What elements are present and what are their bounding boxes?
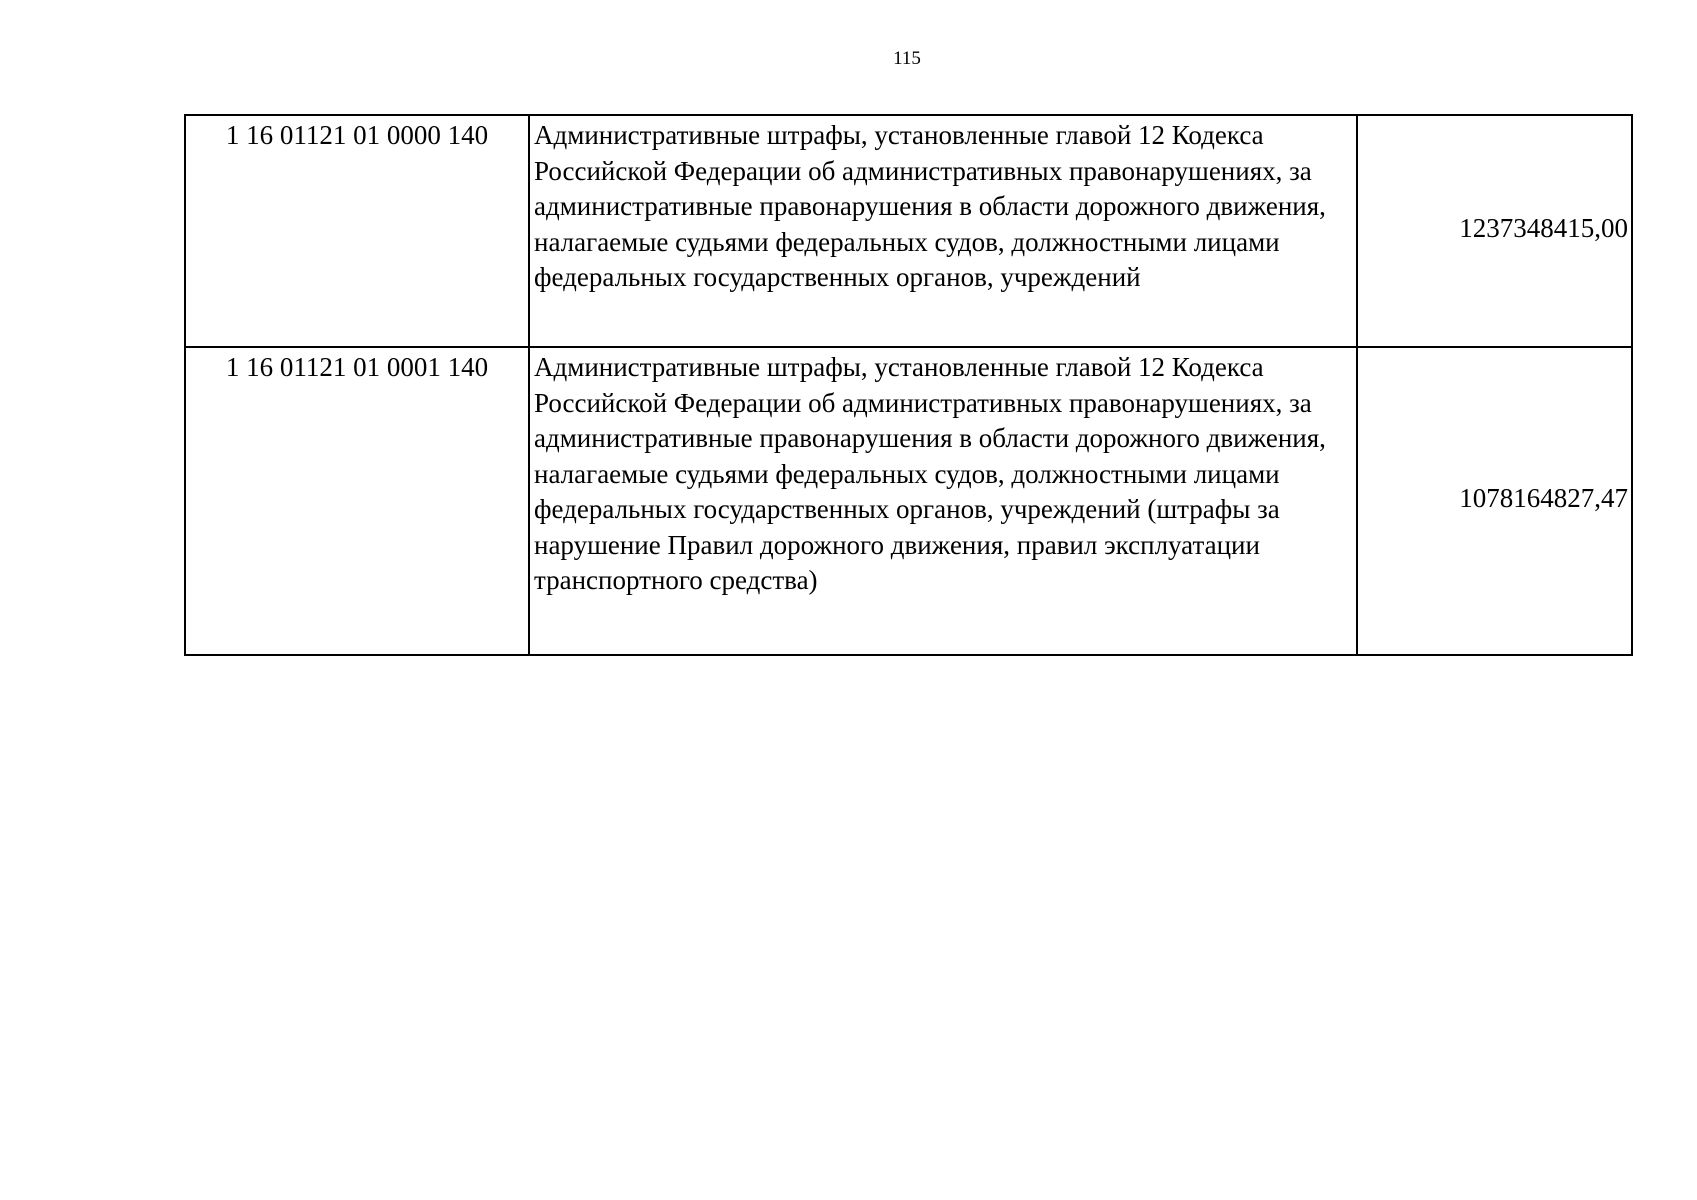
page-number: 115 <box>893 48 921 69</box>
revenue-name: Административные штрафы, установленные главой 12 Кодекса Российской Федерации об административных правонарушениях, за административные правонарушения в области дорожного движения, налагаемые судьями федеральных судов, должностными лицами федеральных государственных органов, учреждений <box>529 115 1357 347</box>
revenue-name: Административные штрафы, установленные главой 12 Кодекса Российской Федерации об административных правонарушениях, за административные правонарушения в области дорожного движения, налагаемые судьями федеральных судов, должностными лицами федеральных государственных органов, учреждений (штрафы за нарушение Правил дорожного движения, правил эксплуатации транспортного средства) <box>529 347 1357 655</box>
revenue-amount: 1078164827,47 <box>1357 347 1632 655</box>
budget-classification-code: 1 16 01121 01 0000 140 <box>185 115 529 347</box>
table-row <box>185 115 1632 347</box>
budget-classification-code: 1 16 01121 01 0001 140 <box>185 347 529 655</box>
revenue-amount: 1237348415,00 <box>1357 115 1632 347</box>
table-row <box>185 347 1632 655</box>
budget-revenue-table <box>184 114 1633 656</box>
